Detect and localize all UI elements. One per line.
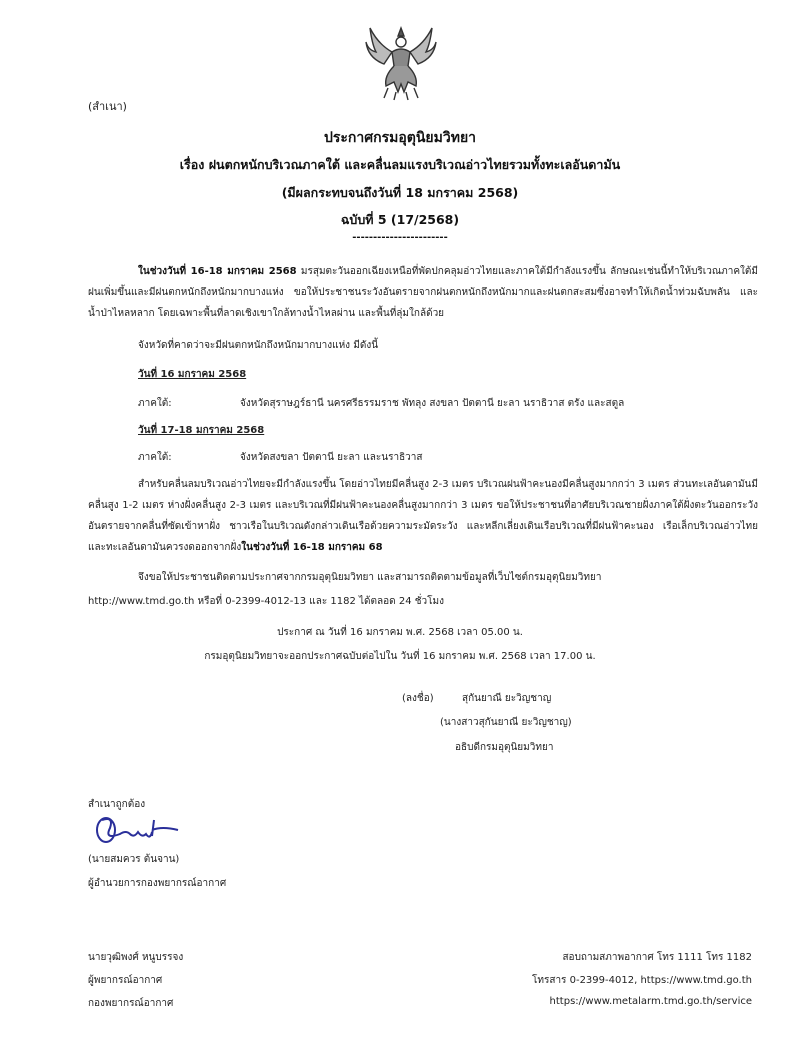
footer-left-role: ผู้พยากรณ์อากาศ — [88, 975, 163, 986]
paragraph-2: จังหวัดที่คาดว่าจะมีฝนตกหนักถึงหนักมากบางแห่ง มีดังนี้ — [138, 340, 379, 351]
day2-provinces: จังหวัดสงขลา ปัตตานี ยะลา และนราธิวาส — [240, 452, 423, 463]
paragraph-1 — [88, 261, 758, 324]
issue-number: ฉบับที่ 5 (17/2568) — [340, 212, 460, 227]
footer-left-name: นายวุฒิพงศ์ หนูบรรจง — [88, 952, 184, 963]
p1-date: ในช่วงวันที่ 16-18 มกราคม 2568 — [138, 266, 297, 277]
handwritten-signature — [92, 812, 182, 848]
footer-left-dept: กองพยากรณ์อากาศ — [88, 998, 174, 1009]
certified-label: สำเนาถูกต้อง — [88, 799, 146, 810]
next-issue: กรมอุตุนิยมวิทยาจะออกประกาศฉบับต่อไปใน วันที่ 16 มกราคม พ.ศ. 2568 เวลา 17.00 น. — [204, 651, 596, 662]
announced-date: ประกาศ ณ วันที่ 16 มกราคม พ.ศ. 2568 เวลา 05.00 น. — [277, 627, 523, 638]
paragraph-3 — [88, 474, 758, 558]
signed-name: สุกันยาณี ยะวิญชาญ — [462, 693, 552, 704]
signer-full-name: (นางสาวสุกันยาณี ยะวิญชาญ) — [440, 717, 572, 728]
signed-label: (ลงชื่อ) — [402, 693, 434, 704]
day1-heading: วันที่ 16 มกราคม 2568 — [138, 369, 247, 380]
day2-region: ภาคใต้: — [138, 452, 172, 463]
garuda-emblem-icon — [362, 22, 440, 102]
page-title: ประกาศกรมอุตุนิยมวิทยา — [323, 130, 477, 146]
footer-right-phone: สอบถามสภาพอากาศ โทร 1111 โทร 1182 — [562, 952, 752, 963]
footer-right-fax[interactable]: โทรสาร 0-2399-4012, https://www.tmd.go.th — [532, 975, 752, 986]
p3-date: ในช่วงวันที่ 16-18 มกราคม 68 — [241, 542, 383, 553]
day1-provinces: จังหวัดสุราษฎร์ธานี นครศรีธรรมราช พัทลุง สงขลา ปัตตานี ยะลา นราธิวาส ตรัง และสตูล — [240, 398, 625, 409]
effect-date: (มีผลกระทบจนถึงวันที่ 18 มกราคม 2568) — [281, 185, 519, 200]
copy-mark: (สำเนา) — [88, 100, 127, 113]
p3-text: สำหรับคลื่นลมบริเวณอ่าวไทยจะมีกำลังแรงขึ้น โดยอ่าวไทยมีคลื่นสูง 2-3 เมตร บริเวณฝนฟ้าคะนองมีคลื่นสูงมากกว่า 3 เมตร ส่วนทะเลอันดามันมีคลื่นสูง 1-2 เมตร ห่างฝั่งคลื่นสูง 2-3 เมตร และบริเวณที่มีฝนฟ้าคะนองคลื่นสูงมากกว่า 3 เมตร ขอให้ประชาชนที่อาศัยบริเวณชายฝั่งภาคใต้ฝั่งตะวันออกระวังอันตรายจากคลื่นที่ซัดเข้าหาฝั่ง ชาวเรือในบริเวณดังกล่าวเดินเรือด้วยความระมัดระวัง และหลีกเลี่ยงเดินเรือบริเวณที่มีฝนฟ้าคะนอง เรือเล็กบริเวณอ่าวไทยและทะเลอันดามันควรงดออกจากฝั่ง — [88, 479, 758, 553]
day2-heading: วันที่ 17-18 มกราคม 2568 — [138, 425, 265, 436]
certified-position: ผู้อำนวยการกองพยากรณ์อากาศ — [88, 878, 227, 889]
subject: เรื่อง ฝนตกหนักบริเวณภาคใต้ และคลื่นลมแรงบริเวณอ่าวไทยรวมทั้งทะเลอันดามัน — [179, 157, 621, 172]
day1-region: ภาคใต้: — [138, 398, 172, 409]
paragraph-4-line1: จึงขอให้ประชาชนติดตามประกาศจากกรมอุตุนิยมวิทยา และสามารถติดตามข้อมูลที่เว็บไซต์กรมอุตุนิยมวิทยา — [138, 572, 602, 583]
signer-position: อธิบดีกรมอุตุนิยมวิทยา — [455, 742, 554, 753]
paragraph-4-line2: http://www.tmd.go.th หรือที่ 0-2399-4012-13 และ 1182 ได้ตลอด 24 ชั่วโมง — [88, 596, 444, 607]
certified-name: (นายสมควร ต้นจาน) — [88, 854, 180, 865]
footer-right-link[interactable]: https://www.metalarm.tmd.go.th/service — [549, 996, 752, 1007]
separator: ----------------------- — [352, 232, 448, 243]
p1-text: มรสุมตะวันออกเฉียงเหนือที่พัดปกคลุมอ่าวไทยและภาคใต้มีกำลังแรงขึ้น ลักษณะเช่นนี้ทำให้บริเวณภาคใต้มีฝนเพิ่มขึ้นและมีฝนตกหนักถึงหนักมากบางแห่ง ขอให้ประชาชนระวังอันตรายจากฝนตกหนักถึงหนักมากและฝนตกสะสมซึ่งอาจทำให้เกิดน้ำท่วมฉับพลัน และน้ำป่าไหลหลาก โดยเฉพาะพื้นที่ลาดเชิงเขาใกล้ทางน้ำไหลผ่าน และพื้นที่ลุ่มใกล้ด้วย — [88, 266, 758, 319]
